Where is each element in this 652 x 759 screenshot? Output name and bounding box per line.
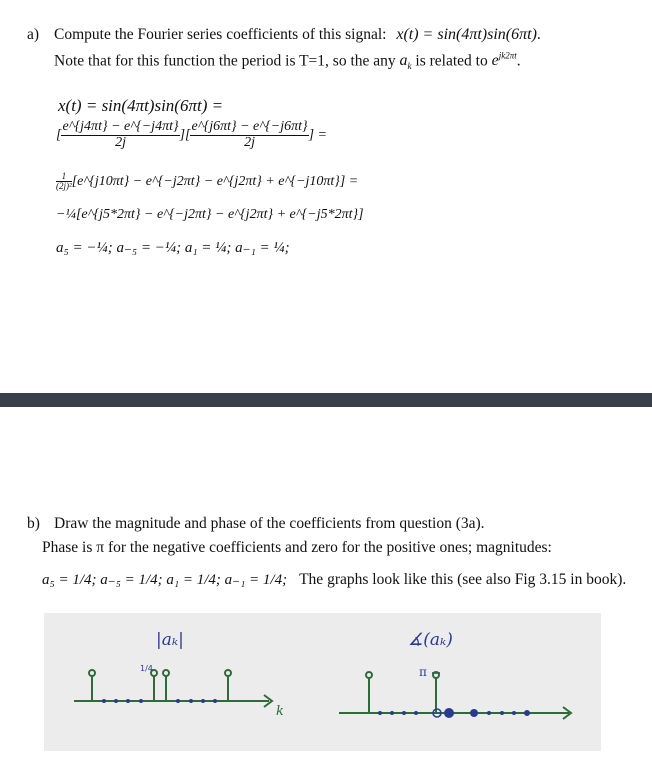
work-line1: x(t) = sin(4πt)sin(6πt) = — [58, 96, 224, 115]
part-a-line2-exp: $e^{jk2\pi t}$ — [491, 51, 517, 70]
part-a-question-line1: Compute the Fourier series coefficients of this signal: x(t) = sin(4πt)sin(6πt). — [54, 26, 541, 43]
work-line2-frac1: $\frac{e\^{}\{j4\pi t\} - e\^{}\{-j4\pi t\}}{2j}$ — [62, 119, 179, 150]
work-line2-frac2: $\frac{e\^{}\{j6\pi t\} - e\^{}\{-j6\pi t\}}{2j}$ — [191, 119, 308, 150]
part-a-line2-mid: is related to — [415, 52, 488, 70]
graphs-sketch — [44, 613, 601, 751]
stem-k-1-head — [163, 670, 169, 676]
hand-drawn-graphs-photo — [44, 613, 601, 751]
magnitude-quarter-note: 1/4 — [140, 664, 153, 673]
stem-k-5-head — [225, 670, 231, 676]
part-b-line3 — [42, 570, 626, 589]
section-divider — [0, 393, 652, 407]
work-line2: [ $\frac{e\^{}\{j4\pi t\} - e\^{}\{-j4\pi t\}}{2j}$ ][ $\frac{e\^{}\{j6\pi t\} - e\^{}\{-j6\pi t\}}{2j}$ ] = — [56, 119, 328, 150]
part-a-line1-formula: x(t) = sin(4πt)sin(6πt) — [396, 26, 537, 43]
part-a-line2-text: Note that for this function the period is T=1, so the any — [54, 52, 396, 70]
phase-pi-tick-label: π — [419, 665, 427, 679]
part-b-label: b) — [27, 515, 40, 532]
magnitude-axis-k-label: k — [276, 704, 284, 719]
magnitude-stems — [89, 670, 231, 701]
phase-stem-k-minus1-head — [433, 672, 439, 678]
work-line4: −¼[e^{j5*2πt} − e^{−j2πt} − e^{j2πt} + e^{−j5*2πt}] — [56, 207, 364, 222]
work-line3-coef: $\frac{1}{\text{(2j)²}}$ — [56, 171, 72, 192]
part-a-question-line2: Note that for this function the period is T=1, so the any $a_k$ is related to $e^{jk2\pi t}$. — [54, 51, 521, 72]
part-a-label: a) — [27, 26, 40, 43]
part-b-line2: Phase is π for the negative coefficients and zero for the positive ones; magnitudes: — [42, 539, 552, 556]
work-line5: a₅ = −¼; a₋₅ = −¼; a₁ = ¼; a₋₁ = ¼; — [56, 240, 290, 256]
phase-stems — [366, 672, 439, 713]
part-b-line3-formula: a₅ = 1/4; a₋₅ = 1/4; a₁ = 1/4; a₋₁ = 1/4; — [42, 572, 288, 588]
magnitude-label: |aₖ| — [156, 630, 184, 650]
part-b-line3-text: The graphs look like this (see also Fig 3.15 in book). — [299, 571, 627, 588]
part-b-line1: Draw the magnitude and phase of the coefficients from question (3a). — [54, 515, 485, 532]
phase-label: ∡(aₖ) — [408, 630, 453, 650]
phase-stem-k-minus5-head — [366, 672, 372, 678]
work-line3: $\frac{1}{\text{(2j)²}}$ [e^{j10πt} − e^{−j2πt} − e^{j2πt} + e^{−j10πt}] = — [56, 171, 359, 192]
part-a-line1-text: Compute the Fourier series coefficients of this signal: — [54, 26, 387, 43]
stem-k-minus5-head — [89, 670, 95, 676]
part-a-line2-ak: $a_k$ — [399, 52, 412, 72]
